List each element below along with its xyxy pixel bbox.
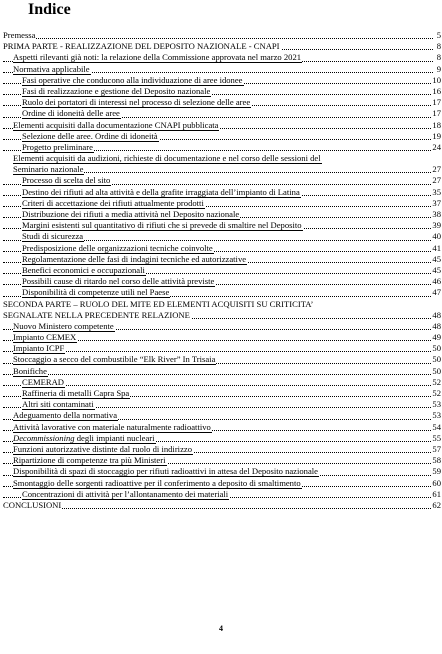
toc-entry-text: Altri siti contaminati	[22, 399, 94, 410]
toc-entry[interactable]	[3, 422, 441, 433]
toc-entry-title	[22, 131, 159, 142]
dot-leader	[3, 351, 433, 352]
toc-entry[interactable]	[3, 377, 441, 388]
toc-entry[interactable]	[3, 478, 441, 489]
dot-leader	[3, 385, 433, 386]
table-of-contents	[3, 30, 441, 511]
toc-entry[interactable]	[3, 209, 441, 220]
toc-entry-text: Attività lavorative con materiale naturalmente radioattivo	[13, 421, 211, 432]
toc-entry-text: Benefici economici e occupazionali	[22, 264, 145, 275]
dot-leader	[3, 38, 433, 39]
toc-entry-text: Ripartizione di competenze tra più Ministeri	[13, 455, 166, 466]
toc-entry-title	[22, 231, 84, 242]
toc-entry-title	[13, 120, 219, 131]
toc-entry-title	[22, 187, 301, 198]
toc-entry-text: Adeguamento della normativa	[13, 410, 118, 421]
toc-entry[interactable]	[3, 366, 441, 377]
toc-entry[interactable]	[3, 75, 441, 86]
toc-entry-page: 54	[432, 421, 441, 432]
toc-entry-page: 60	[432, 477, 441, 488]
toc-entry-text: Disponibilità di spazi di stoccaggio per rifiuti radioattivi in attesa del Deposito nazionale	[13, 466, 318, 477]
toc-entry-text: Fasi operative che conducono alla individuazione di aree idonee	[22, 74, 243, 85]
toc-entry-text: Fasi di realizzazione e gestione del Deposito nazionale	[22, 85, 211, 96]
toc-entry[interactable]	[3, 231, 441, 242]
toc-entry-text: Progetto preliminare	[22, 141, 93, 152]
toc-entry-page: 8	[436, 41, 441, 52]
toc-entry-page: 50	[432, 365, 441, 376]
toc-entry-title	[22, 209, 240, 220]
toc-entry-text: Criteri di accettazione dei rifiuti attualmente prodotti	[22, 197, 204, 208]
toc-entry-page: 49	[432, 332, 441, 343]
toc-entry-page: 38	[432, 209, 441, 219]
toc-entry[interactable]	[3, 265, 441, 276]
toc-entry-title	[13, 354, 216, 365]
toc-entry[interactable]	[3, 187, 441, 198]
toc-entry-title	[13, 64, 91, 75]
toc-entry-page: 27	[432, 164, 441, 175]
toc-entry[interactable]	[3, 354, 441, 365]
toc-entry-title	[22, 175, 111, 186]
toc-entry-text: Margini esistenti sul quantitativo di rifiuti che si prevede di smaltire nel Deposito	[22, 220, 302, 231]
toc-entry-page: 55	[432, 432, 441, 443]
toc-entry[interactable]	[3, 444, 441, 455]
toc-entry-italic: Decommissioning	[13, 432, 75, 443]
toc-entry-text: degli impianti nucleari	[74, 432, 155, 443]
toc-entry-page: 27	[432, 175, 441, 186]
toc-entry-page: 53	[432, 399, 441, 410]
toc-entry-title	[22, 377, 65, 388]
toc-entry[interactable]	[3, 86, 441, 97]
toc-entry[interactable]	[3, 64, 441, 75]
toc-entry-title	[22, 220, 303, 231]
toc-entry-text: CONCLUSIONI	[3, 499, 62, 510]
toc-entry-title	[22, 399, 95, 410]
toc-entry-page: 45	[432, 264, 441, 275]
toc-entry-page: 62	[432, 499, 441, 510]
toc-entry[interactable]	[3, 120, 441, 131]
toc-entry-page: 45	[432, 253, 441, 264]
toc-entry[interactable]	[3, 276, 441, 287]
toc-entry[interactable]	[3, 254, 441, 265]
toc-entry-page: 24	[432, 141, 441, 152]
toc-entry[interactable]	[3, 142, 441, 153]
toc-entry-title: Elementi acquisiti da audizioni, richieste di documentazione e nel corso delle sessioni del	[13, 153, 321, 164]
toc-entry-page: 47	[432, 287, 441, 298]
toc-entry[interactable]	[3, 433, 441, 444]
toc-entry-text: PRIMA PARTE - REALIZZAZIONE DEL DEPOSITO NAZIONALE - CNAPI	[3, 41, 280, 52]
toc-entry-page: 19	[432, 130, 441, 141]
toc-entry[interactable]	[3, 388, 441, 399]
toc-entry-text: Destino dei rifiuti ad alta attività e della grafite irraggiata dell’impianto di Latina	[22, 186, 300, 197]
toc-entry-text: Bonifiche	[13, 365, 47, 376]
toc-entry-title	[3, 41, 281, 51]
toc-entry-page: 39	[432, 220, 441, 231]
toc-entry-page: 50	[432, 354, 441, 365]
toc-entry-text: Funzioni autorizzative distinte dal ruolo di indirizzo	[13, 443, 192, 454]
toc-entry[interactable]	[3, 131, 441, 142]
toc-entry-text: Stoccaggio a secco del combustibile “Elk River” In Trisaia	[13, 354, 216, 365]
toc-entry[interactable]	[3, 41, 441, 52]
toc-entry-page: 10	[432, 74, 441, 85]
toc-entry-text: Processo di scelta del sito	[22, 175, 111, 186]
toc-entry-text: Concentrazioni di attività per l’allontanamento dei materiali	[22, 488, 229, 499]
toc-entry-text: Aspetti rilevanti già noti: la relazione della Commissione approvata nel marzo 2021	[13, 52, 302, 63]
toc-entry-text: Selezione delle aree. Ordine di idoneità	[22, 130, 158, 141]
toc-entry-title	[13, 366, 48, 377]
toc-entry[interactable]	[3, 198, 441, 209]
toc-entry-title	[13, 343, 65, 354]
toc-entry-title	[13, 455, 167, 466]
toc-entry-page: 41	[432, 242, 441, 253]
toc-entry-title	[13, 478, 302, 489]
toc-entry[interactable]	[3, 332, 441, 343]
toc-entry-text: Premessa	[3, 30, 36, 40]
toc-entry-text: Nuovo Ministero competente	[13, 320, 114, 331]
toc-entry-title	[22, 75, 244, 86]
toc-entry-page: 40	[432, 231, 441, 242]
toc-entry-text: CEMERAD	[22, 376, 65, 387]
toc-entry-title	[13, 332, 77, 343]
toc-entry-page: 58	[432, 455, 441, 466]
dot-leader	[3, 508, 433, 509]
toc-entry-page: 53	[432, 410, 441, 421]
toc-entry[interactable]	[3, 97, 441, 108]
toc-entry-title: Seminario nazionale	[13, 164, 84, 175]
toc-entry-text: Studi di sicurezza	[22, 231, 84, 242]
toc-entry-page: 50	[432, 343, 441, 354]
toc-entry-text: Ruolo dei portatori di interessi nel processo di selezione delle aree	[22, 97, 251, 108]
toc-entry-title	[22, 388, 130, 399]
toc-entry-title	[22, 86, 211, 97]
toc-entry[interactable]	[3, 287, 441, 298]
toc-entry-title	[22, 265, 146, 276]
toc-entry-title: SECONDA PARTE – RUOLO DEL MITE ED ELEMENTI ACQUISITI SU CRITICITA’	[3, 298, 314, 309]
toc-entry-text: Elementi acquisiti dalla documentazione CNAPI pubblicata	[13, 119, 219, 130]
toc-entry-title	[13, 410, 118, 421]
page-number: 4	[219, 624, 223, 633]
toc-entry-page: 17	[432, 97, 441, 108]
toc-entry-title	[22, 97, 251, 108]
toc-entry[interactable]	[3, 410, 441, 421]
toc-entry-title	[22, 142, 94, 153]
toc-entry-title	[3, 500, 62, 510]
toc-entry-page: 5	[436, 30, 441, 40]
toc-entry[interactable]	[3, 220, 441, 231]
toc-entry[interactable]	[3, 299, 441, 321]
toc-entry-text: Normativa applicabile	[13, 63, 90, 74]
toc-entry[interactable]	[3, 175, 441, 186]
toc-entry-page: 48	[432, 320, 441, 331]
toc-entry[interactable]	[3, 466, 441, 477]
toc-entry-title	[13, 321, 115, 332]
toc-entry-title	[22, 254, 247, 265]
toc-entry[interactable]	[3, 455, 441, 466]
toc-entry-page: 17	[432, 108, 441, 119]
toc-entry-text: Distribuzione dei rifiuti a media attività nel Deposito nazionale	[22, 209, 240, 219]
toc-entry-title	[22, 489, 229, 500]
toc-entry-text: Predisposizione delle organizzazioni tecniche coinvolte	[22, 242, 213, 253]
toc-entry-text: Ordine di idoneità delle aree	[22, 108, 120, 119]
toc-entry-title	[22, 243, 214, 254]
toc-entry-title	[22, 108, 121, 119]
toc-entry-page: 52	[432, 376, 441, 387]
toc-entry-title	[3, 30, 36, 40]
toc-entry-page: 35	[432, 186, 441, 197]
toc-entry[interactable]	[3, 399, 441, 410]
toc-entry[interactable]	[3, 321, 441, 332]
toc-entry-page: 52	[432, 388, 441, 398]
toc-entry-title	[13, 466, 319, 477]
toc-entry-text: Impianto ICPF	[13, 343, 65, 354]
toc-entry[interactable]	[3, 108, 441, 119]
toc-entry-page: 61	[432, 488, 441, 499]
toc-entry-text: Smontaggio delle sorgenti radioattive per il conferimento a deposito di smaltimento	[13, 477, 301, 488]
toc-entry-page: 16	[432, 85, 441, 96]
toc-entry-title	[13, 52, 302, 63]
toc-entry-title	[13, 433, 156, 444]
toc-entry[interactable]	[3, 153, 441, 175]
toc-entry-title	[13, 422, 212, 433]
toc-entry-title: SEGNALATE NELLA PRECEDENTE RELAZIONE	[3, 309, 190, 320]
toc-entry[interactable]	[3, 343, 441, 354]
toc-entry-text: Possibili cause di ritardo nel corso delle attività previste	[22, 276, 215, 287]
toc-entry-page: 37	[432, 197, 441, 208]
toc-entry-page: 9	[436, 63, 441, 74]
toc-entry-title	[22, 276, 215, 287]
toc-entry-text: Disponibilità di competenze utili nel Paese	[22, 287, 170, 298]
toc-entry-text: Regolamentazione delle fasi di indagini tecniche ed autorizzative	[22, 253, 247, 264]
toc-entry-text: Raffineria di metalli Capra Spa	[22, 388, 130, 398]
toc-entry-title	[22, 287, 170, 298]
toc-entry-page: 59	[432, 466, 441, 477]
page-title: Indice	[28, 1, 71, 18]
toc-entry-text: Impianto CEMEX	[13, 332, 77, 343]
toc-entry[interactable]	[3, 243, 441, 254]
toc-entry-page: 57	[432, 443, 441, 454]
toc-entry-title	[13, 444, 193, 455]
toc-entry-title	[22, 198, 205, 209]
toc-entry-page: 48	[432, 309, 441, 320]
toc-entry-page: 18	[432, 119, 441, 130]
toc-entry[interactable]	[3, 489, 441, 500]
toc-entry-page: 46	[432, 276, 441, 287]
toc-entry[interactable]	[3, 500, 441, 511]
toc-entry[interactable]	[3, 52, 441, 63]
toc-entry[interactable]	[3, 30, 441, 41]
dot-leader	[3, 374, 433, 375]
toc-entry-page: 8	[436, 52, 441, 63]
